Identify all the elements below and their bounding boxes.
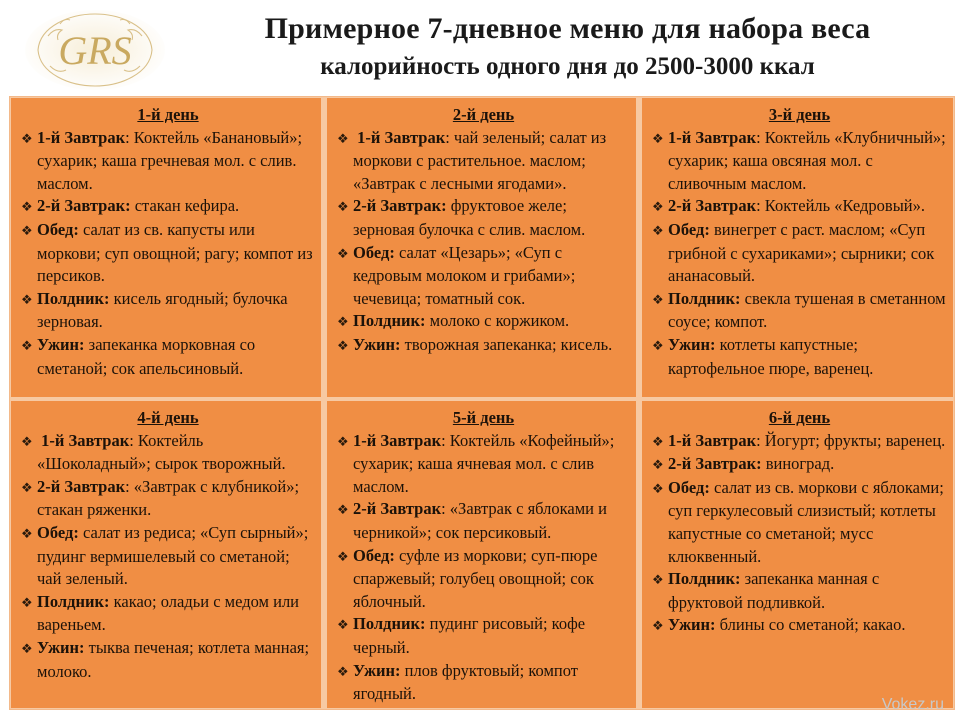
meal-label: Обед:: [668, 477, 710, 497]
meal-label: Полдник:: [353, 311, 426, 331]
meal-label: 1-й Завтрак: [353, 127, 446, 147]
diamond-bullet-icon: ❖: [652, 457, 664, 473]
meal-item: [337, 613, 630, 659]
meal-label: Ужин:: [353, 660, 401, 680]
meal-item: [337, 545, 630, 614]
meal-text: салат «Цезарь»; «Суп с кедровым молоком и грибами»; чечевица; томатный сок.: [353, 242, 576, 308]
meal-item: [21, 522, 315, 591]
day-heading: 6-й день: [768, 408, 831, 427]
meal-label: Обед:: [668, 219, 710, 239]
meal-separator: :: [441, 499, 450, 519]
meal-label: 2-й Завтрак: [37, 476, 126, 496]
meal-item: [652, 453, 947, 477]
diamond-bullet-icon: ❖: [652, 618, 664, 634]
meal-item: [21, 476, 315, 522]
meal-item: [652, 288, 947, 334]
meal-text: виноград.: [765, 454, 835, 474]
meal-text: какао; оладьи с медом или вареньем.: [37, 591, 300, 635]
meal-label: Ужин:: [668, 615, 716, 635]
meal-text: котлеты капустные; картофельное пюре, варенец.: [668, 334, 874, 378]
day-card-6: [642, 401, 953, 708]
diamond-bullet-icon: ❖: [337, 617, 349, 633]
meal-text: Йогурт; фрукты; варенец.: [764, 430, 946, 450]
meal-item: [652, 477, 947, 568]
meal-text: тыква печеная; котлета манная; молоко.: [37, 637, 310, 681]
meal-label: Ужин:: [353, 334, 401, 354]
page-subtitle: калорийность одного дня до 2500-3000 ккал: [320, 53, 815, 80]
meal-item: [21, 637, 315, 683]
diamond-bullet-icon: ❖: [21, 433, 33, 449]
meal-text: «Завтрак с яблоками и черникой»; сок персиковый.: [353, 499, 607, 542]
diamond-bullet-icon: ❖: [652, 130, 664, 146]
meal-label: Обед:: [37, 219, 79, 239]
meal-item: [652, 614, 947, 638]
watermark: Vokez.ru: [881, 696, 944, 713]
diamond-bullet-icon: ❖: [337, 663, 349, 679]
diamond-bullet-icon: ❖: [337, 314, 349, 330]
grs-logo: [20, 6, 170, 94]
diamond-bullet-icon: ❖: [652, 433, 664, 449]
meal-separator: :: [756, 127, 765, 147]
meal-label: 1-й Завтрак: [668, 430, 757, 450]
diamond-bullet-icon: ❖: [337, 548, 349, 564]
meal-text: Коктейль «Клубничный»; сухарик; каша овсяная мол. с сливочным маслом.: [668, 127, 946, 193]
day-card-3: [642, 98, 953, 397]
meal-label: Полдник:: [37, 288, 110, 308]
meal-text: Коктейль «Банановый»; сухарик; каша гречневая мол. с слив. маслом.: [37, 127, 303, 193]
meal-text: плов фруктовый; компот ягодный.: [353, 660, 578, 704]
meal-text: Коктейль «Шоколадный»; сырок творожный.: [37, 430, 286, 474]
meal-item: [337, 498, 630, 544]
day-heading: 4-й день: [137, 408, 199, 427]
meal-item: [21, 430, 315, 476]
meal-item: [652, 127, 947, 196]
diamond-bullet-icon: ❖: [21, 479, 33, 495]
meal-separator: :: [445, 127, 454, 147]
diamond-bullet-icon: ❖: [652, 222, 664, 238]
meal-item: [21, 127, 315, 196]
meal-text: стакан кефира.: [134, 196, 240, 216]
day-heading: 1-й день: [137, 105, 199, 124]
meal-label: Полдник:: [37, 591, 110, 611]
diamond-bullet-icon: ❖: [21, 337, 33, 353]
meal-text: Коктейль «Кофейный»; сухарик; каша ячневая мол. с слив маслом.: [353, 430, 615, 496]
diamond-bullet-icon: ❖: [337, 502, 349, 518]
menu-grid: [9, 96, 955, 710]
day-card-1: [11, 98, 321, 397]
meal-text: запеканка морковная со сметаной; сок апельсиновый.: [37, 334, 256, 378]
meal-separator: :: [125, 127, 134, 147]
meal-text: Коктейль «Кедровый».: [764, 196, 925, 216]
meal-label: Полдник:: [353, 614, 426, 634]
meal-text: пудинг рисовый; кофе черный.: [353, 614, 586, 657]
meal-text: салат из редиса; «Суп сырный»; пудинг вермишелевый со сметаной; чай зеленый.: [37, 522, 309, 589]
meal-item: [21, 195, 315, 219]
meal-label: 2-й Завтрак:: [668, 454, 762, 474]
meal-text: свекла тушеная в сметанном соусе; компот.: [668, 288, 946, 332]
diamond-bullet-icon: ❖: [337, 130, 349, 146]
meal-label: 2-й Завтрак:: [353, 196, 447, 216]
meal-text: салат из св. капусты или моркови; суп овощной; рагу; компот из персиков.: [37, 219, 313, 286]
meal-text: чай зеленый; салат из моркови с растительное. маслом; «Завтрак с лесными ягодами».: [353, 127, 607, 193]
meal-text: запеканка манная с фруктовой подливкой.: [668, 569, 880, 612]
day-heading: 5-й день: [452, 408, 515, 427]
day-card-5: [327, 401, 636, 708]
meal-item: [21, 591, 315, 637]
meal-separator: :: [125, 476, 134, 496]
diamond-bullet-icon: ❖: [337, 199, 349, 215]
meal-label: Ужин:: [37, 637, 85, 657]
meal-label: 1-й Завтрак: [37, 430, 130, 450]
day-card-4: [11, 401, 321, 708]
diamond-bullet-icon: ❖: [652, 480, 664, 496]
diamond-bullet-icon: ❖: [21, 594, 33, 610]
meal-text: блины со сметаной; какао.: [719, 615, 906, 635]
meal-item: [21, 288, 315, 334]
meal-item: [652, 568, 947, 614]
meal-item: [652, 430, 947, 454]
diamond-bullet-icon: ❖: [652, 291, 664, 307]
meal-item: [337, 242, 630, 311]
meal-item: [652, 334, 947, 380]
meal-item: [337, 334, 630, 358]
meal-label: Обед:: [353, 242, 395, 262]
meal-text: кисель ягодный; булочка зерновая.: [37, 288, 288, 332]
meal-text: «Завтрак с клубникой»; стакан ряженки.: [37, 476, 300, 520]
logo-emblem: [20, 6, 170, 94]
diamond-bullet-icon: ❖: [337, 337, 349, 353]
day-heading: 2-й день: [452, 105, 515, 124]
meal-text: салат из св. моркови с яблоками; суп геркулесовый слизистый; котлеты капустные со сметаной; мусс клюквенный.: [668, 477, 944, 566]
meal-text: молоко с коржиком.: [429, 311, 570, 331]
meal-item: [21, 334, 315, 380]
meal-item: [652, 195, 947, 219]
meal-label: 2-й Завтрак:: [37, 196, 131, 216]
meal-label: 1-й Завтрак: [37, 127, 126, 147]
diamond-bullet-icon: ❖: [652, 572, 664, 588]
meal-separator: :: [756, 430, 765, 450]
meal-item: [337, 127, 630, 196]
meal-label: Обед:: [353, 545, 395, 565]
diamond-bullet-icon: ❖: [21, 291, 33, 307]
meal-label: 1-й Завтрак: [668, 127, 757, 147]
diamond-bullet-icon: ❖: [337, 433, 349, 449]
diamond-bullet-icon: ❖: [21, 525, 33, 541]
day-heading: 3-й день: [768, 105, 831, 124]
diamond-bullet-icon: ❖: [21, 640, 33, 656]
diamond-bullet-icon: ❖: [21, 222, 33, 238]
meal-text: суфле из моркови; суп-пюре спаржевый; голубец овощной; сок яблочный.: [353, 545, 598, 611]
day-card-2: [327, 98, 636, 397]
meal-text: творожная запеканка; кисель.: [404, 334, 613, 354]
header: [175, 12, 960, 82]
meal-label: 1-й Завтрак: [353, 430, 442, 450]
meal-label: Ужин:: [668, 334, 716, 354]
meal-label: Ужин:: [37, 334, 85, 354]
meal-item: [652, 219, 947, 288]
meal-item: [337, 195, 630, 241]
meal-item: [337, 430, 630, 499]
meal-text: фруктовое желе; зерновая булочка с слив. маслом.: [353, 196, 586, 239]
meal-label: Полдник:: [668, 569, 741, 589]
diamond-bullet-icon: ❖: [21, 130, 33, 146]
page-title: Примерное 7-дневное меню для набора веса: [264, 12, 871, 45]
meal-separator: :: [756, 196, 765, 216]
meal-item: [337, 310, 630, 334]
logo-text: GRS: [58, 28, 132, 73]
meal-item: [21, 219, 315, 288]
diamond-bullet-icon: ❖: [337, 245, 349, 261]
meal-label: 2-й Завтрак: [668, 196, 757, 216]
diamond-bullet-icon: ❖: [652, 199, 664, 215]
meal-label: 2-й Завтрак: [353, 499, 442, 519]
meal-separator: :: [441, 430, 450, 450]
diamond-bullet-icon: ❖: [21, 199, 33, 215]
diamond-bullet-icon: ❖: [652, 337, 664, 353]
meal-text: винегрет с раст. маслом; «Суп грибной с сухариками»; сырники; сок ананасовый.: [668, 219, 935, 286]
meal-label: Обед:: [37, 522, 79, 542]
meal-item: [337, 660, 630, 706]
meal-label: Полдник:: [668, 288, 741, 308]
meal-separator: :: [129, 430, 138, 450]
